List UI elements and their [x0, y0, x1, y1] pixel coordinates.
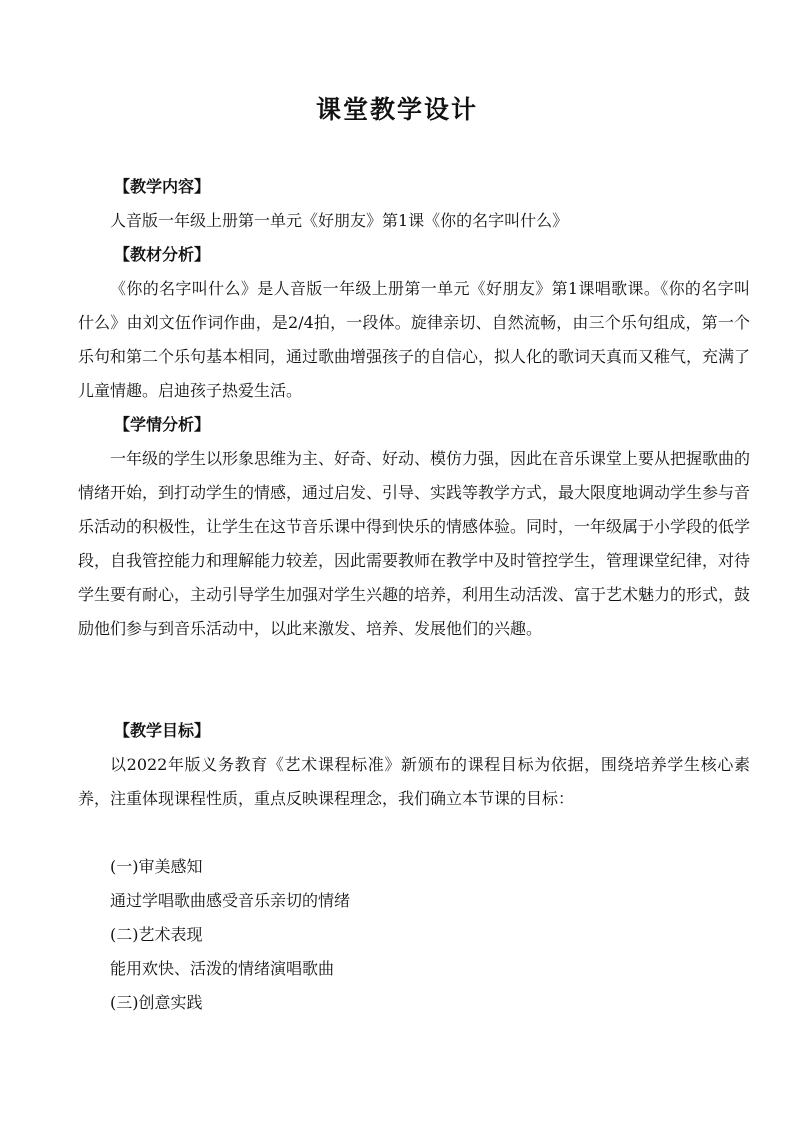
- page-title: 课堂教学设计: [315, 95, 478, 124]
- section-heading-students: 【学情分析】: [114, 415, 211, 434]
- document-body: [78, 170, 751, 1020]
- goal-item-text-2: 能用欢快、活泼的情绪演唱歌曲: [110, 959, 335, 978]
- analysis-paragraph: 《你的名字叫什么》是人音版一年级上册第一单元《好朋友》第1课唱歌课。《你的名字叫什么》由刘文伍作词作曲，是2/4拍，一段体。旋律亲切、自然流畅，由三个乐句组成，第一个乐句和第二个乐句基本相同，通过歌曲增强孩子的自信心，拟人化的歌词天真而又稚气，充满了儿童情趣。启迪孩子热爱生活。: [78, 279, 751, 400]
- goals-paragraph: 以2022年版义务教育《艺术课程标准》新颁布的课程目标为依据，围绕培养学生核心素养，注重体现课程性质，重点反映课程理念，我们确立本节课的目标：: [78, 755, 750, 808]
- section-heading-analysis: 【教材分析】: [114, 245, 211, 264]
- goal-item-text-1: 通过学唱歌曲感受音乐亲切的情绪: [110, 891, 351, 910]
- students-paragraph: 一年级的学生以形象思维为主、好奇、好动、模仿力强，因此在音乐课堂上要从把握歌曲的情绪开始，到打动学生的情感，通过启发、引导、实践等教学方式，最大限度地调动学生参与音乐活动的积极性，让学生在这节音乐课中得到快乐的情感体验。同时，一年级属于小学段的低学段，自我管控能力和理解能力较差，因此需要教师在教学中及时管控学生，管理课堂纪律，对待学生要有耐心，主动引导学生加强对学生兴趣的培养，利用生动活泼、富于艺术魅力的形式，鼓励他们参与到音乐活动中，以此来激发、培养、发展他们的兴趣。: [78, 449, 751, 638]
- goal-item-label-1: (一)审美感知: [110, 857, 203, 876]
- section-heading-content: 【教学内容】: [114, 177, 211, 196]
- content-text: 人音版一年级上册第一单元《好朋友》第1课《你的名字叫什么》: [110, 211, 569, 230]
- goal-item-label-3: (三)创意实践: [110, 993, 203, 1012]
- section-heading-goals: 【教学目标】: [114, 721, 211, 740]
- goal-item-label-2: (二)艺术表现: [110, 925, 203, 944]
